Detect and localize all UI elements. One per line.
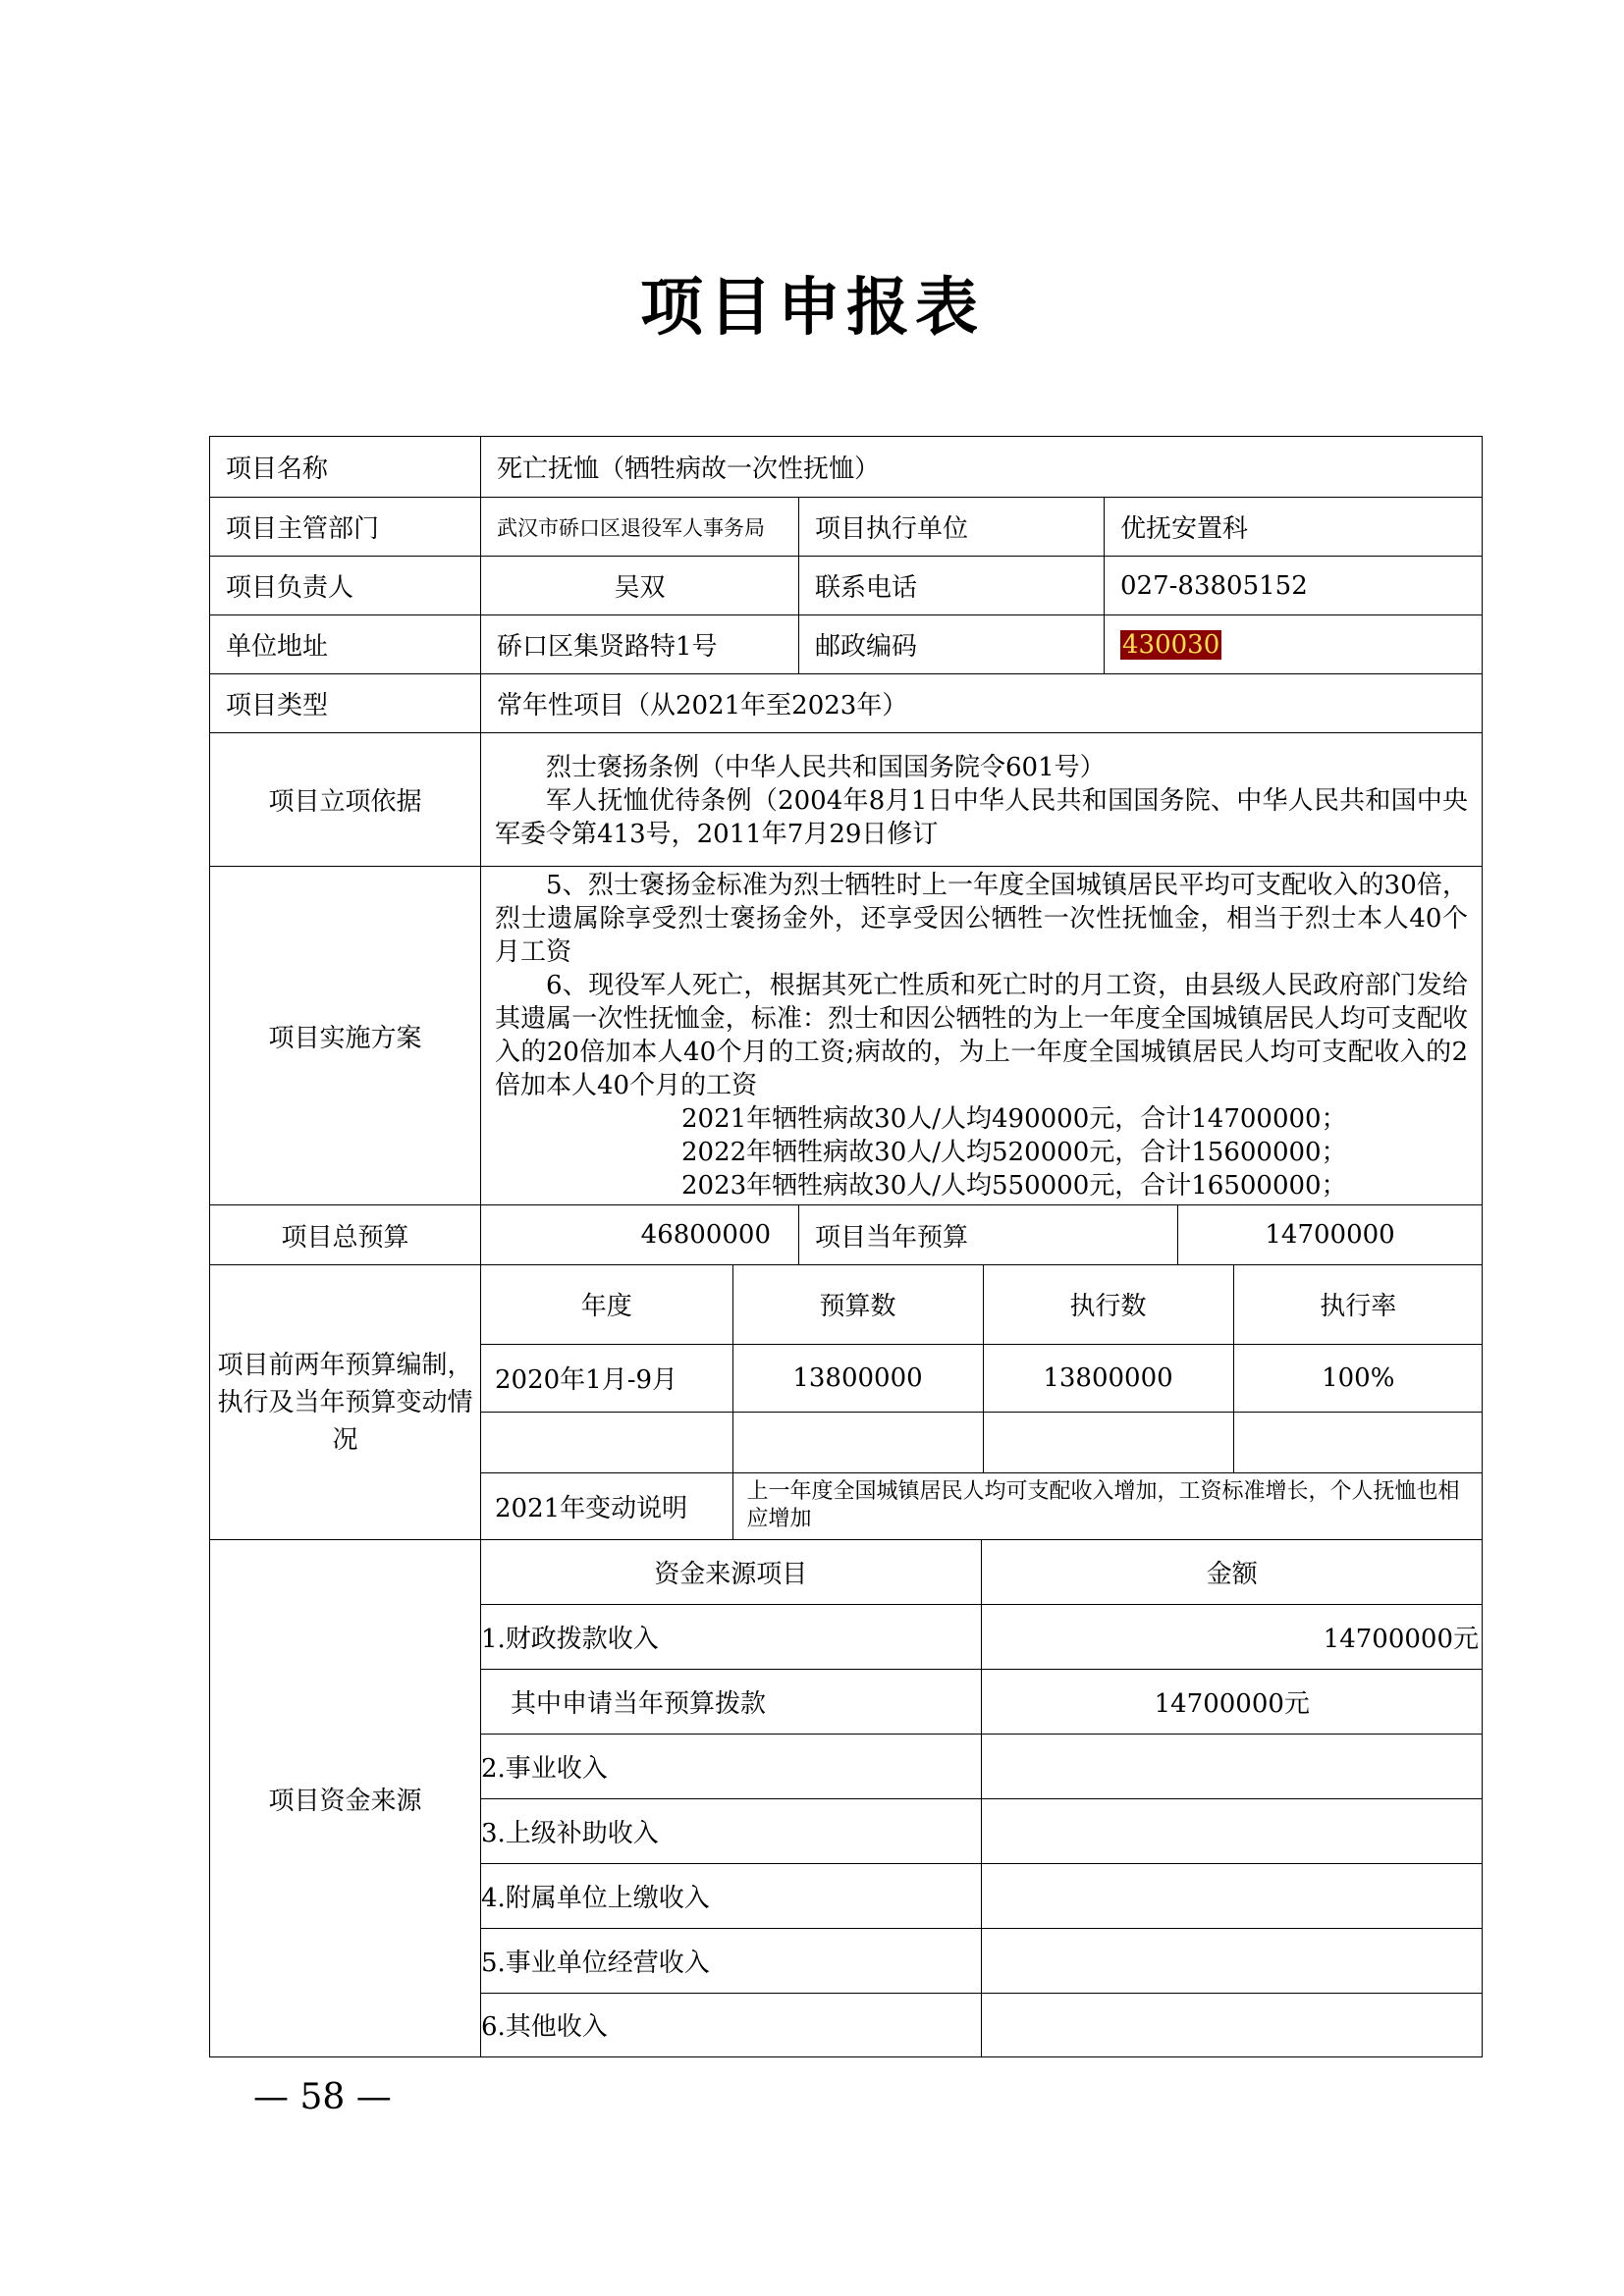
total-budget-value: 46800000 [481,1205,799,1265]
prev-row-year: 2020年1月-9月 [481,1344,732,1412]
prev-header-budget: 预算数 [732,1265,983,1344]
prev-row-rate: 100% [1233,1344,1483,1412]
prev-header-year: 年度 [481,1265,732,1344]
plan-paragraph-2: 6、现役军人死亡，根据其死亡性质和死亡时的月工资，由县级人民政府部门发给其遗属一次性抚恤金，标准：烈士和因公牺牲的为上一年度全国城镇居民人均可支配收入的20倍加本人40个月的工资;病故的，为上一年度全国城镇居民人均可支配收入的2倍加本人40个月的工资 [495,971,1469,1100]
funding-row-1a: 其中申请当年预算拨款 [481,1669,981,1734]
plan-line-2023: 2023年牺牲病故30人/人均550000元，合计16500000； [681,1171,1347,1201]
funding-cell [481,1540,1483,2057]
type-label: 项目类型 [210,674,481,733]
row-address [210,615,1483,674]
funding-row-1a-amount: 14700000元 [981,1669,1483,1734]
plan-content [481,867,1483,1205]
total-budget-label: 项目总预算 [210,1205,481,1265]
year-budget-value: 14700000 [1178,1205,1483,1265]
previous-years-table [481,1265,1483,1539]
project-application-table [209,436,1483,2057]
prev-header-executed: 执行数 [983,1265,1233,1344]
row-plan [210,867,1483,1205]
prev-empty-2 [732,1412,983,1472]
funding-row-2: 2.事业收入 [481,1734,981,1798]
row-project-name [210,437,1483,498]
funding-row-2-amount [981,1734,1483,1798]
previous-years-label: 项目前两年预算编制，执行及当年预算变动情况 [210,1265,481,1540]
funding-table [481,1540,1483,2056]
row-type [210,674,1483,733]
zip-value: 430030 [1122,629,1220,660]
previous-years-cell [481,1265,1483,1540]
zip-label: 邮政编码 [799,615,1105,674]
prev-row-budget: 13800000 [732,1344,983,1412]
funding-label: 项目资金来源 [210,1540,481,2057]
department-value: 武汉市硚口区退役军人事务局 [481,498,799,557]
funding-row-4-amount [981,1863,1483,1928]
prev-row-executed: 13800000 [983,1344,1233,1412]
department-label: 项目主管部门 [210,498,481,557]
basis-label: 项目立项依据 [210,733,481,867]
row-total-budget [210,1205,1483,1265]
row-basis [210,733,1483,867]
project-name-value: 死亡抚恤（牺牲病故一次性抚恤） [481,437,1483,498]
exec-unit-value: 优抚安置科 [1105,498,1483,557]
prev-header-rate: 执行率 [1233,1265,1483,1344]
type-value: 常年性项目（从2021年至2023年） [481,674,1483,733]
leader-label: 项目负责人 [210,557,481,615]
row-previous-years [210,1265,1483,1540]
change-label: 2021年变动说明 [481,1472,732,1539]
funding-row-5-amount [981,1928,1483,1993]
page-number: — 58 — [253,2077,392,2117]
phone-value: 027-83805152 [1105,557,1483,615]
year-budget-label: 项目当年预算 [799,1205,1178,1265]
basis-paragraph-2: 军人抚恤优待条例（2004年8月1日中华人民共和国国务院、中华人民共和国中央军委令第413号，2011年7月29日修订 [495,785,1469,849]
basis-content [481,733,1483,867]
funding-row-1-amount: 14700000元 [981,1604,1483,1669]
plan-line-2021: 2021年牺牲病故30人/人均490000元，合计14700000； [681,1104,1347,1134]
leader-value: 吴双 [481,557,799,615]
funding-row-1: 1.财政拨款收入 [481,1604,981,1669]
change-text: 上一年度全国城镇居民人均可支配收入增加，工资标准增长，个人抚恤也相应增加 [732,1472,1483,1539]
funding-row-5: 5.事业单位经营收入 [481,1928,981,1993]
row-funding [210,1540,1483,2057]
funding-header-amount: 金额 [981,1540,1483,1604]
funding-row-3-amount [981,1798,1483,1863]
plan-label: 项目实施方案 [210,867,481,1205]
row-leader [210,557,1483,615]
funding-row-6-amount [981,1993,1483,2056]
plan-paragraph-1: 5、烈士褒扬金标准为烈士牺牲时上一年度全国城镇居民平均可支配收入的30倍，烈士遗属除享受烈士褒扬金外，还享受因公牺牲一次性抚恤金，相当于烈士本人40个月工资 [495,871,1469,967]
funding-header-item: 资金来源项目 [481,1540,981,1604]
project-name-label: 项目名称 [210,437,481,498]
address-label: 单位地址 [210,615,481,674]
phone-label: 联系电话 [799,557,1105,615]
address-value: 硚口区集贤路特1号 [481,615,799,674]
funding-row-4: 4.附属单位上缴收入 [481,1863,981,1928]
prev-empty-4 [1233,1412,1483,1472]
page-title: 项目申报表 [640,272,984,345]
prev-empty-1 [481,1412,732,1472]
prev-empty-3 [983,1412,1233,1472]
funding-row-6: 6.其他收入 [481,1993,981,2056]
row-department [210,498,1483,557]
exec-unit-label: 项目执行单位 [799,498,1105,557]
funding-row-3: 3.上级补助收入 [481,1798,981,1863]
plan-line-2022: 2022年牺牲病故30人/人均520000元，合计15600000； [681,1138,1347,1167]
basis-paragraph-1: 烈士褒扬条例（中华人民共和国国务院令601号） [546,752,1106,782]
zip-cell [1105,615,1483,674]
